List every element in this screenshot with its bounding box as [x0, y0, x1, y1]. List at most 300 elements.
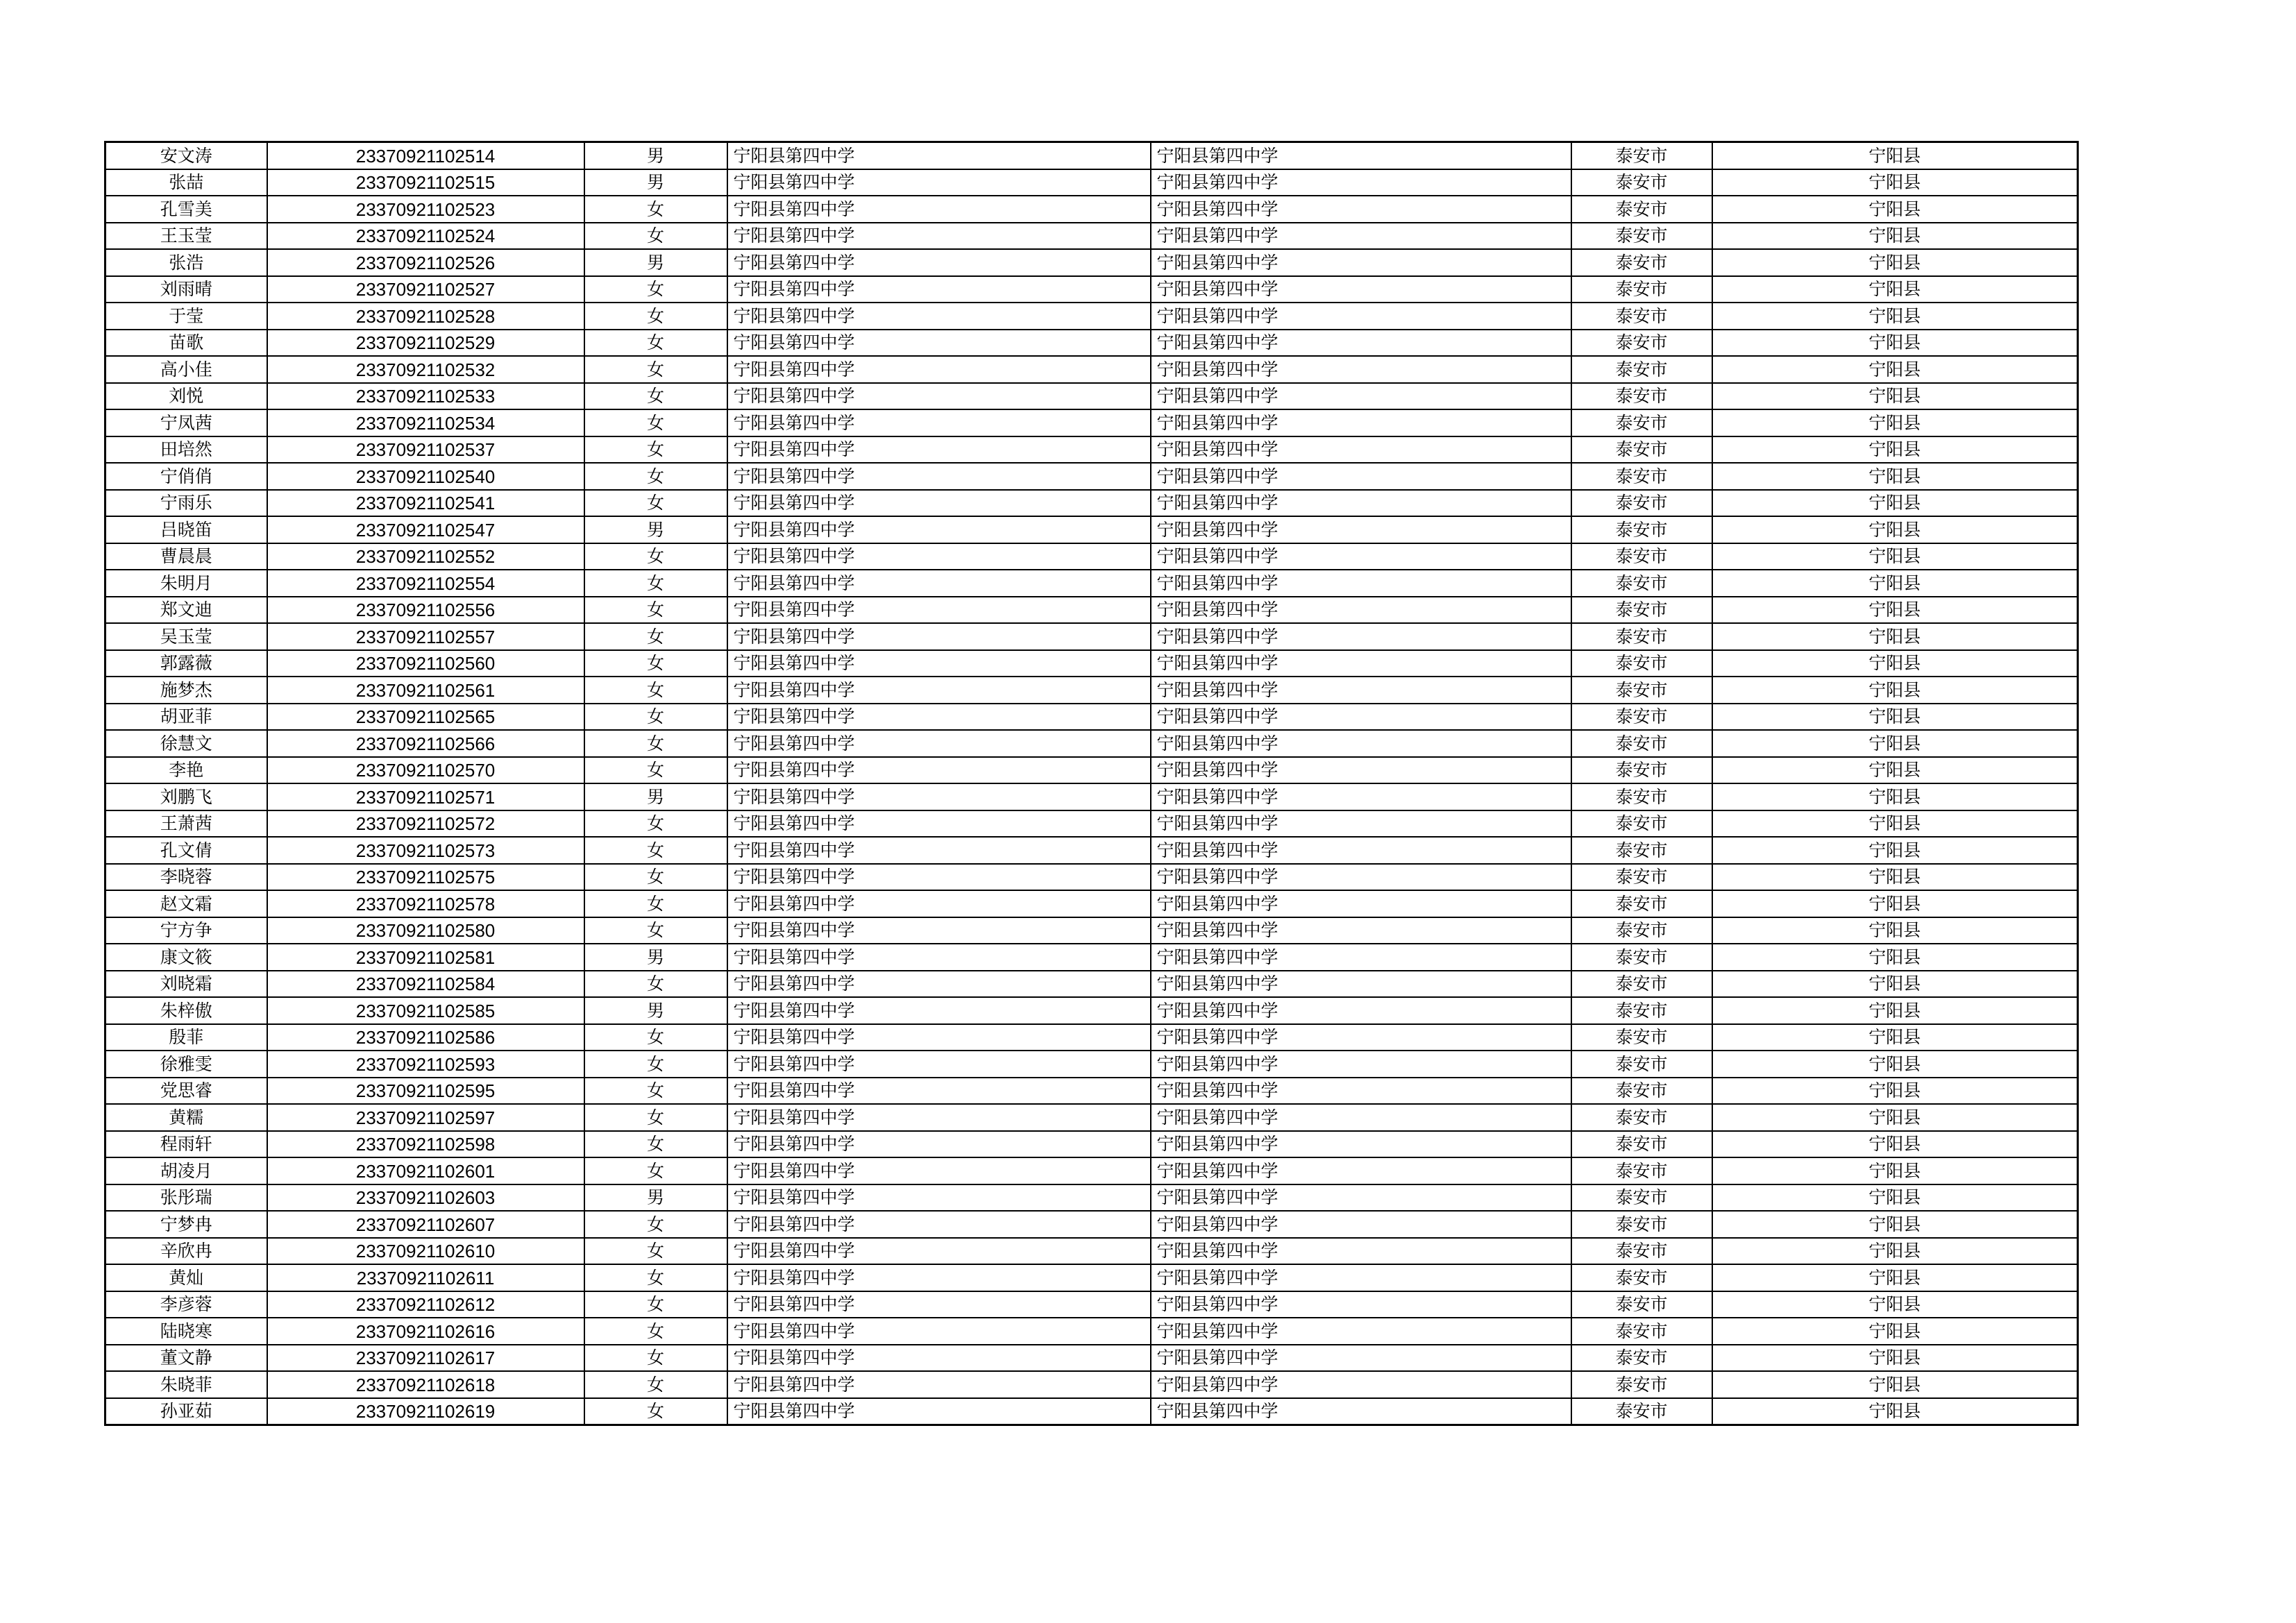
cell-school: 宁阳县第四中学 — [727, 783, 1151, 810]
cell-county: 宁阳县 — [1712, 1238, 2078, 1265]
cell-school: 宁阳县第四中学 — [727, 1238, 1151, 1265]
cell-school2: 宁阳县第四中学 — [1151, 276, 1571, 303]
cell-city: 泰安市 — [1571, 837, 1712, 864]
cell-id: 23370921102618 — [267, 1371, 584, 1398]
cell-id: 23370921102617 — [267, 1345, 584, 1372]
cell-county: 宁阳县 — [1712, 730, 2078, 757]
cell-city: 泰安市 — [1571, 330, 1712, 357]
cell-school: 宁阳县第四中学 — [727, 223, 1151, 250]
cell-name: 于莹 — [105, 303, 267, 330]
cell-id: 23370921102557 — [267, 623, 584, 650]
cell-city: 泰安市 — [1571, 944, 1712, 971]
cell-name: 李彦蓉 — [105, 1291, 267, 1318]
cell-name: 赵文霜 — [105, 890, 267, 917]
cell-school: 宁阳县第四中学 — [727, 1078, 1151, 1105]
cell-school2: 宁阳县第四中学 — [1151, 436, 1571, 464]
table-row — [105, 704, 2078, 731]
cell-county: 宁阳县 — [1712, 1078, 2078, 1105]
cell-city: 泰安市 — [1571, 223, 1712, 250]
cell-school: 宁阳县第四中学 — [727, 436, 1151, 464]
cell-gender: 男 — [584, 516, 727, 543]
cell-school: 宁阳县第四中学 — [727, 570, 1151, 597]
cell-school: 宁阳县第四中学 — [727, 810, 1151, 838]
cell-school2: 宁阳县第四中学 — [1151, 890, 1571, 917]
cell-school: 宁阳县第四中学 — [727, 196, 1151, 223]
cell-county: 宁阳县 — [1712, 1345, 2078, 1372]
cell-city: 泰安市 — [1571, 704, 1712, 731]
cell-id: 23370921102524 — [267, 223, 584, 250]
cell-city: 泰安市 — [1571, 570, 1712, 597]
table-row — [105, 1238, 2078, 1265]
cell-id: 23370921102528 — [267, 303, 584, 330]
cell-id: 23370921102598 — [267, 1131, 584, 1158]
cell-city: 泰安市 — [1571, 917, 1712, 944]
table-row — [105, 1024, 2078, 1051]
cell-name: 李晓蓉 — [105, 864, 267, 891]
cell-city: 泰安市 — [1571, 1238, 1712, 1265]
cell-school: 宁阳县第四中学 — [727, 1291, 1151, 1318]
cell-id: 23370921102526 — [267, 249, 584, 276]
cell-city: 泰安市 — [1571, 196, 1712, 223]
cell-name: 田培然 — [105, 436, 267, 464]
cell-county: 宁阳县 — [1712, 436, 2078, 464]
cell-name: 程雨轩 — [105, 1131, 267, 1158]
cell-gender: 男 — [584, 249, 727, 276]
cell-school: 宁阳县第四中学 — [727, 516, 1151, 543]
cell-city: 泰安市 — [1571, 543, 1712, 570]
table-row — [105, 810, 2078, 838]
cell-name: 李艳 — [105, 757, 267, 784]
cell-county: 宁阳县 — [1712, 169, 2078, 196]
cell-name: 张浩 — [105, 249, 267, 276]
table-row — [105, 1051, 2078, 1078]
cell-school2: 宁阳县第四中学 — [1151, 1078, 1571, 1105]
cell-gender: 女 — [584, 623, 727, 650]
cell-school: 宁阳县第四中学 — [727, 249, 1151, 276]
cell-city: 泰安市 — [1571, 597, 1712, 624]
cell-name: 辛欣冉 — [105, 1238, 267, 1265]
cell-id: 23370921102619 — [267, 1398, 584, 1425]
cell-name: 孔雪美 — [105, 196, 267, 223]
cell-school2: 宁阳县第四中学 — [1151, 971, 1571, 998]
cell-id: 23370921102566 — [267, 730, 584, 757]
cell-county: 宁阳县 — [1712, 757, 2078, 784]
cell-city: 泰安市 — [1571, 1318, 1712, 1345]
cell-school2: 宁阳县第四中学 — [1151, 303, 1571, 330]
cell-school: 宁阳县第四中学 — [727, 1345, 1151, 1372]
cell-city: 泰安市 — [1571, 1398, 1712, 1425]
cell-county: 宁阳县 — [1712, 543, 2078, 570]
cell-county: 宁阳县 — [1712, 1184, 2078, 1212]
table-row — [105, 169, 2078, 196]
cell-name: 胡凌月 — [105, 1157, 267, 1184]
table-row — [105, 1078, 2078, 1105]
cell-county: 宁阳县 — [1712, 409, 2078, 436]
cell-id: 23370921102611 — [267, 1264, 584, 1291]
cell-gender: 女 — [584, 837, 727, 864]
cell-city: 泰安市 — [1571, 997, 1712, 1024]
table-row — [105, 757, 2078, 784]
table-row — [105, 516, 2078, 543]
cell-gender: 女 — [584, 1264, 727, 1291]
cell-school2: 宁阳县第四中学 — [1151, 757, 1571, 784]
cell-school2: 宁阳县第四中学 — [1151, 1131, 1571, 1158]
cell-gender: 女 — [584, 1051, 727, 1078]
cell-school: 宁阳县第四中学 — [727, 543, 1151, 570]
cell-school2: 宁阳县第四中学 — [1151, 1104, 1571, 1131]
cell-county: 宁阳县 — [1712, 223, 2078, 250]
cell-gender: 女 — [584, 1131, 727, 1158]
cell-city: 泰安市 — [1571, 864, 1712, 891]
cell-city: 泰安市 — [1571, 436, 1712, 464]
cell-id: 23370921102534 — [267, 409, 584, 436]
table-row — [105, 383, 2078, 410]
cell-id: 23370921102560 — [267, 650, 584, 677]
cell-gender: 女 — [584, 383, 727, 410]
cell-name: 张彤瑞 — [105, 1184, 267, 1212]
cell-id: 23370921102565 — [267, 704, 584, 731]
table-row — [105, 409, 2078, 436]
cell-name: 吴玉莹 — [105, 623, 267, 650]
table-row — [105, 1318, 2078, 1345]
cell-school2: 宁阳县第四中学 — [1151, 1345, 1571, 1372]
cell-city: 泰安市 — [1571, 1024, 1712, 1051]
table-row — [105, 196, 2078, 223]
cell-name: 刘鹏飞 — [105, 783, 267, 810]
cell-county: 宁阳县 — [1712, 944, 2078, 971]
cell-school: 宁阳县第四中学 — [727, 944, 1151, 971]
cell-name: 康文筱 — [105, 944, 267, 971]
cell-school: 宁阳县第四中学 — [727, 757, 1151, 784]
cell-city: 泰安市 — [1571, 757, 1712, 784]
cell-school2: 宁阳县第四中学 — [1151, 704, 1571, 731]
cell-gender: 女 — [584, 1345, 727, 1372]
cell-gender: 男 — [584, 997, 727, 1024]
cell-city: 泰安市 — [1571, 490, 1712, 517]
cell-gender: 女 — [584, 330, 727, 357]
cell-school2: 宁阳县第四中学 — [1151, 864, 1571, 891]
cell-name: 刘晓霜 — [105, 971, 267, 998]
table-row — [105, 276, 2078, 303]
cell-county: 宁阳县 — [1712, 917, 2078, 944]
cell-id: 23370921102541 — [267, 490, 584, 517]
table-row — [105, 543, 2078, 570]
cell-city: 泰安市 — [1571, 1345, 1712, 1372]
table-row — [105, 623, 2078, 650]
cell-school: 宁阳县第四中学 — [727, 1318, 1151, 1345]
cell-name: 宁梦冉 — [105, 1211, 267, 1238]
cell-gender: 女 — [584, 597, 727, 624]
cell-school: 宁阳县第四中学 — [727, 1371, 1151, 1398]
cell-id: 23370921102523 — [267, 196, 584, 223]
cell-county: 宁阳县 — [1712, 356, 2078, 383]
cell-school: 宁阳县第四中学 — [727, 890, 1151, 917]
cell-school2: 宁阳县第四中学 — [1151, 810, 1571, 838]
cell-city: 泰安市 — [1571, 409, 1712, 436]
cell-id: 23370921102612 — [267, 1291, 584, 1318]
cell-gender: 女 — [584, 757, 727, 784]
cell-city: 泰安市 — [1571, 1184, 1712, 1212]
cell-gender: 女 — [584, 436, 727, 464]
table-row — [105, 1131, 2078, 1158]
cell-county: 宁阳县 — [1712, 1051, 2078, 1078]
cell-county: 宁阳县 — [1712, 623, 2078, 650]
cell-gender: 女 — [584, 677, 727, 704]
cell-id: 23370921102573 — [267, 837, 584, 864]
cell-gender: 女 — [584, 490, 727, 517]
cell-school: 宁阳县第四中学 — [727, 677, 1151, 704]
cell-school2: 宁阳县第四中学 — [1151, 677, 1571, 704]
cell-name: 宁凤茜 — [105, 409, 267, 436]
cell-school2: 宁阳县第四中学 — [1151, 1024, 1571, 1051]
cell-city: 泰安市 — [1571, 1104, 1712, 1131]
cell-school: 宁阳县第四中学 — [727, 730, 1151, 757]
cell-school2: 宁阳县第四中学 — [1151, 1211, 1571, 1238]
cell-city: 泰安市 — [1571, 650, 1712, 677]
cell-city: 泰安市 — [1571, 249, 1712, 276]
cell-school: 宁阳县第四中学 — [727, 383, 1151, 410]
cell-name: 安文涛 — [105, 142, 267, 169]
cell-gender: 女 — [584, 303, 727, 330]
table-row — [105, 1157, 2078, 1184]
cell-city: 泰安市 — [1571, 1157, 1712, 1184]
cell-id: 23370921102601 — [267, 1157, 584, 1184]
cell-name: 吕晓笛 — [105, 516, 267, 543]
cell-school2: 宁阳县第四中学 — [1151, 249, 1571, 276]
cell-school: 宁阳县第四中学 — [727, 490, 1151, 517]
table-row — [105, 570, 2078, 597]
cell-id: 23370921102515 — [267, 169, 584, 196]
cell-county: 宁阳县 — [1712, 650, 2078, 677]
table-row — [105, 1291, 2078, 1318]
cell-city: 泰安市 — [1571, 1211, 1712, 1238]
cell-county: 宁阳县 — [1712, 1371, 2078, 1398]
cell-county: 宁阳县 — [1712, 570, 2078, 597]
cell-city: 泰安市 — [1571, 1264, 1712, 1291]
cell-school2: 宁阳县第四中学 — [1151, 623, 1571, 650]
cell-gender: 女 — [584, 1371, 727, 1398]
cell-id: 23370921102603 — [267, 1184, 584, 1212]
student-table — [104, 141, 2079, 1426]
cell-id: 23370921102610 — [267, 1238, 584, 1265]
cell-city: 泰安市 — [1571, 623, 1712, 650]
cell-id: 23370921102580 — [267, 917, 584, 944]
cell-school2: 宁阳县第四中学 — [1151, 837, 1571, 864]
cell-name: 苗歌 — [105, 330, 267, 357]
table-row — [105, 330, 2078, 357]
table-row — [105, 837, 2078, 864]
cell-id: 23370921102533 — [267, 383, 584, 410]
cell-county: 宁阳县 — [1712, 463, 2078, 490]
cell-gender: 男 — [584, 169, 727, 196]
cell-school: 宁阳县第四中学 — [727, 330, 1151, 357]
cell-school2: 宁阳县第四中学 — [1151, 1318, 1571, 1345]
cell-id: 23370921102552 — [267, 543, 584, 570]
cell-name: 施梦杰 — [105, 677, 267, 704]
cell-county: 宁阳县 — [1712, 864, 2078, 891]
cell-gender: 男 — [584, 1184, 727, 1212]
table-row — [105, 677, 2078, 704]
cell-county: 宁阳县 — [1712, 1104, 2078, 1131]
cell-county: 宁阳县 — [1712, 276, 2078, 303]
cell-school2: 宁阳县第四中学 — [1151, 1051, 1571, 1078]
cell-name: 王玉莹 — [105, 223, 267, 250]
cell-school2: 宁阳县第四中学 — [1151, 383, 1571, 410]
cell-school2: 宁阳县第四中学 — [1151, 1264, 1571, 1291]
cell-city: 泰安市 — [1571, 971, 1712, 998]
table-row — [105, 864, 2078, 891]
cell-school: 宁阳县第四中学 — [727, 1024, 1151, 1051]
cell-name: 陆晓寒 — [105, 1318, 267, 1345]
cell-name: 宁俏俏 — [105, 463, 267, 490]
cell-city: 泰安市 — [1571, 1291, 1712, 1318]
cell-id: 23370921102597 — [267, 1104, 584, 1131]
cell-name: 孔文倩 — [105, 837, 267, 864]
cell-name: 宁方争 — [105, 917, 267, 944]
cell-id: 23370921102532 — [267, 356, 584, 383]
cell-id: 23370921102607 — [267, 1211, 584, 1238]
cell-name: 郑文迪 — [105, 597, 267, 624]
cell-gender: 女 — [584, 1024, 727, 1051]
cell-county: 宁阳县 — [1712, 196, 2078, 223]
cell-county: 宁阳县 — [1712, 142, 2078, 169]
cell-gender: 女 — [584, 409, 727, 436]
cell-county: 宁阳县 — [1712, 516, 2078, 543]
table-row — [105, 249, 2078, 276]
cell-gender: 女 — [584, 1211, 727, 1238]
cell-school: 宁阳县第四中学 — [727, 303, 1151, 330]
cell-gender: 女 — [584, 1078, 727, 1105]
cell-school2: 宁阳县第四中学 — [1151, 650, 1571, 677]
table-row — [105, 436, 2078, 464]
cell-school2: 宁阳县第四中学 — [1151, 917, 1571, 944]
table-row — [105, 303, 2078, 330]
cell-name: 胡亚菲 — [105, 704, 267, 731]
cell-school2: 宁阳县第四中学 — [1151, 997, 1571, 1024]
cell-id: 23370921102584 — [267, 971, 584, 998]
cell-id: 23370921102556 — [267, 597, 584, 624]
table-row — [105, 1345, 2078, 1372]
cell-school: 宁阳县第四中学 — [727, 1051, 1151, 1078]
cell-school2: 宁阳县第四中学 — [1151, 1371, 1571, 1398]
cell-school2: 宁阳县第四中学 — [1151, 783, 1571, 810]
cell-school: 宁阳县第四中学 — [727, 1264, 1151, 1291]
cell-county: 宁阳县 — [1712, 810, 2078, 838]
cell-gender: 女 — [584, 276, 727, 303]
cell-name: 刘雨晴 — [105, 276, 267, 303]
table-body — [105, 142, 2078, 1425]
table-row — [105, 917, 2078, 944]
cell-name: 徐慧文 — [105, 730, 267, 757]
table-row — [105, 356, 2078, 383]
cell-school2: 宁阳县第四中学 — [1151, 730, 1571, 757]
cell-gender: 男 — [584, 944, 727, 971]
cell-school2: 宁阳县第四中学 — [1151, 1398, 1571, 1425]
cell-school2: 宁阳县第四中学 — [1151, 1157, 1571, 1184]
cell-name: 郭露薇 — [105, 650, 267, 677]
table-row — [105, 944, 2078, 971]
cell-school2: 宁阳县第四中学 — [1151, 223, 1571, 250]
cell-gender: 女 — [584, 917, 727, 944]
cell-gender: 男 — [584, 142, 727, 169]
cell-school: 宁阳县第四中学 — [727, 356, 1151, 383]
cell-name: 朱明月 — [105, 570, 267, 597]
table-row — [105, 783, 2078, 810]
cell-gender: 女 — [584, 356, 727, 383]
cell-school2: 宁阳县第四中学 — [1151, 1184, 1571, 1212]
cell-county: 宁阳县 — [1712, 890, 2078, 917]
cell-name: 朱梓傲 — [105, 997, 267, 1024]
table-row — [105, 1371, 2078, 1398]
cell-school2: 宁阳县第四中学 — [1151, 543, 1571, 570]
cell-id: 23370921102537 — [267, 436, 584, 464]
table-row — [105, 971, 2078, 998]
table-row — [105, 890, 2078, 917]
cell-name: 张喆 — [105, 169, 267, 196]
cell-school: 宁阳县第四中学 — [727, 704, 1151, 731]
cell-county: 宁阳县 — [1712, 971, 2078, 998]
cell-school2: 宁阳县第四中学 — [1151, 330, 1571, 357]
table-row — [105, 730, 2078, 757]
cell-school: 宁阳县第四中学 — [727, 837, 1151, 864]
cell-name: 黄糯 — [105, 1104, 267, 1131]
cell-school: 宁阳县第四中学 — [727, 409, 1151, 436]
cell-name: 殷菲 — [105, 1024, 267, 1051]
cell-gender: 女 — [584, 864, 727, 891]
cell-id: 23370921102578 — [267, 890, 584, 917]
cell-school: 宁阳县第四中学 — [727, 169, 1151, 196]
cell-city: 泰安市 — [1571, 356, 1712, 383]
table-row — [105, 142, 2078, 169]
cell-school: 宁阳县第四中学 — [727, 1184, 1151, 1212]
cell-county: 宁阳县 — [1712, 783, 2078, 810]
cell-gender: 女 — [584, 704, 727, 731]
cell-city: 泰安市 — [1571, 810, 1712, 838]
cell-name: 徐雅雯 — [105, 1051, 267, 1078]
cell-school: 宁阳县第四中学 — [727, 1131, 1151, 1158]
table-row — [105, 223, 2078, 250]
table-row — [105, 1184, 2078, 1212]
cell-city: 泰安市 — [1571, 276, 1712, 303]
cell-name: 党思睿 — [105, 1078, 267, 1105]
cell-school: 宁阳县第四中学 — [727, 276, 1151, 303]
cell-gender: 女 — [584, 971, 727, 998]
cell-city: 泰安市 — [1571, 783, 1712, 810]
cell-county: 宁阳县 — [1712, 1131, 2078, 1158]
cell-school2: 宁阳县第四中学 — [1151, 1291, 1571, 1318]
cell-school2: 宁阳县第四中学 — [1151, 463, 1571, 490]
cell-school: 宁阳县第四中学 — [727, 623, 1151, 650]
cell-name: 王萧茜 — [105, 810, 267, 838]
cell-county: 宁阳县 — [1712, 1398, 2078, 1425]
cell-school: 宁阳县第四中学 — [727, 864, 1151, 891]
table-row — [105, 997, 2078, 1024]
cell-school2: 宁阳县第四中学 — [1151, 570, 1571, 597]
cell-city: 泰安市 — [1571, 1051, 1712, 1078]
cell-id: 23370921102561 — [267, 677, 584, 704]
cell-county: 宁阳县 — [1712, 704, 2078, 731]
cell-id: 23370921102585 — [267, 997, 584, 1024]
cell-gender: 女 — [584, 890, 727, 917]
cell-school: 宁阳县第四中学 — [727, 917, 1151, 944]
cell-school: 宁阳县第四中学 — [727, 1398, 1151, 1425]
cell-gender: 女 — [584, 650, 727, 677]
cell-gender: 女 — [584, 1398, 727, 1425]
cell-name: 孙亚茹 — [105, 1398, 267, 1425]
cell-id: 23370921102572 — [267, 810, 584, 838]
cell-id: 23370921102593 — [267, 1051, 584, 1078]
cell-county: 宁阳县 — [1712, 383, 2078, 410]
